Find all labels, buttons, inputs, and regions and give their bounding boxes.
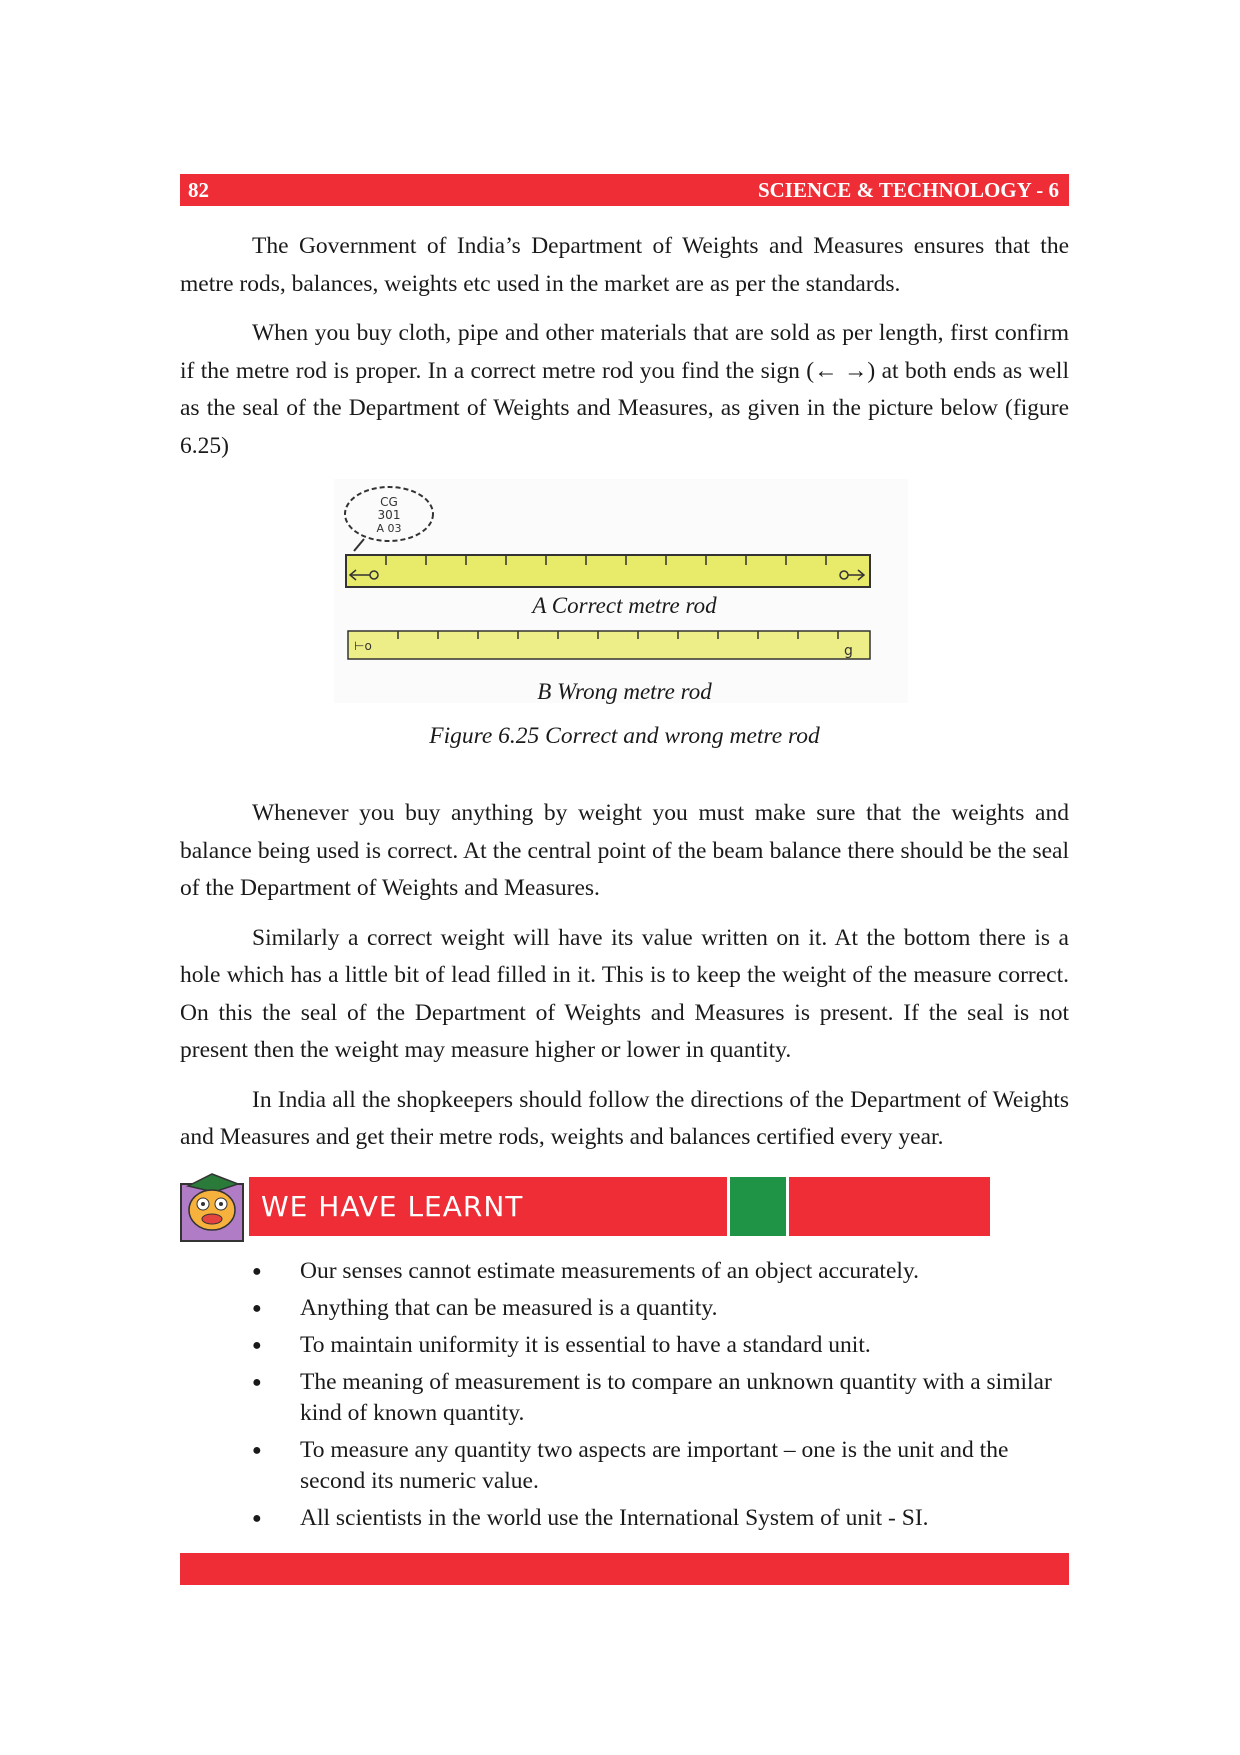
list-item: ● Our senses cannot estimate measurements of an object accurately.	[180, 1256, 1069, 1287]
correct-metre-rod	[346, 555, 870, 587]
list-item: ● Anything that can be measured is a quantity.	[180, 1293, 1069, 1324]
paragraph-1: The Government of India’s Department of Weights and Measures ensures that the metre rods, balances, weights etc used in the market are as per the standards.	[180, 233, 1069, 297]
broken-arrow-right-icon: g	[844, 643, 853, 659]
paragraph-3: Whenever you buy anything by weight you must make sure that the weights and balance being used is correct. At the central point of the beam balance there should be the seal of the Department of Weights and Measures.	[180, 800, 1069, 901]
paragraph-2: When you buy cloth, pipe and other materials that are sold as per length, first confirm if the metre rod is proper. In a correct metre rod you find the sign (← →) at both ends as well as the seal of the Department of Weights and Measures, as given in the picture below (figure 6.25)	[180, 320, 1069, 459]
we-have-learnt-section	[180, 1170, 1069, 1540]
list-item: ● To maintain uniformity it is essential to have a standard unit.	[180, 1330, 1069, 1361]
book-title: SCIENCE & TECHNOLOGY - 6	[757, 177, 1059, 202]
seal-line-2: 301	[377, 508, 401, 522]
learnt-list	[180, 1256, 1069, 1534]
page-header-bar	[180, 174, 1069, 206]
figure-6-25	[180, 479, 1069, 795]
main-content	[180, 228, 1069, 1169]
paragraph-5: In India all the shopkeepers should follow the directions of the Department of Weights and Measures and get their metre rods, weights and balances certified every year.	[180, 1086, 1069, 1150]
list-item: ● All scientists in the world use the International System of unit - SI.	[180, 1503, 1069, 1534]
bottom-bar	[180, 1553, 1069, 1585]
seal-line-1: CG	[380, 495, 398, 509]
mascot-icon	[180, 1170, 244, 1242]
list-item: ● To measure any quantity two aspects are important – one is the unit and the second its numeric value.	[180, 1435, 1069, 1497]
page-number: 82	[188, 177, 209, 202]
learnt-title: WE HAVE LEARNT	[249, 1177, 727, 1236]
learnt-red-block	[789, 1177, 990, 1236]
metre-rod-illustration	[334, 479, 908, 703]
figure-label-a: A Correct metre rod	[532, 593, 717, 618]
seal-line-3: A 03	[376, 522, 402, 535]
figure-caption: Figure 6.25 Correct and wrong metre rod	[429, 723, 820, 749]
list-item: ● The meaning of measurement is to compare an unknown quantity with a similar kind of known quantity.	[180, 1367, 1069, 1429]
broken-arrow-left-icon: ⊢o	[354, 639, 372, 653]
learnt-heading	[180, 1170, 1069, 1244]
learnt-green-block	[730, 1177, 786, 1236]
figure-label-b: B Wrong metre rod	[537, 679, 712, 704]
paragraph-4: Similarly a correct weight will have its value written on it. At the bottom there is a hole which has a little bit of lead filled in it. This is to keep the weight of the measure correct. On this the seal of the Department of Weights and Measures is present. If the seal is not present then the weight may measure higher or lower in quantity.	[180, 924, 1069, 1063]
wrong-metre-rod	[348, 631, 870, 659]
